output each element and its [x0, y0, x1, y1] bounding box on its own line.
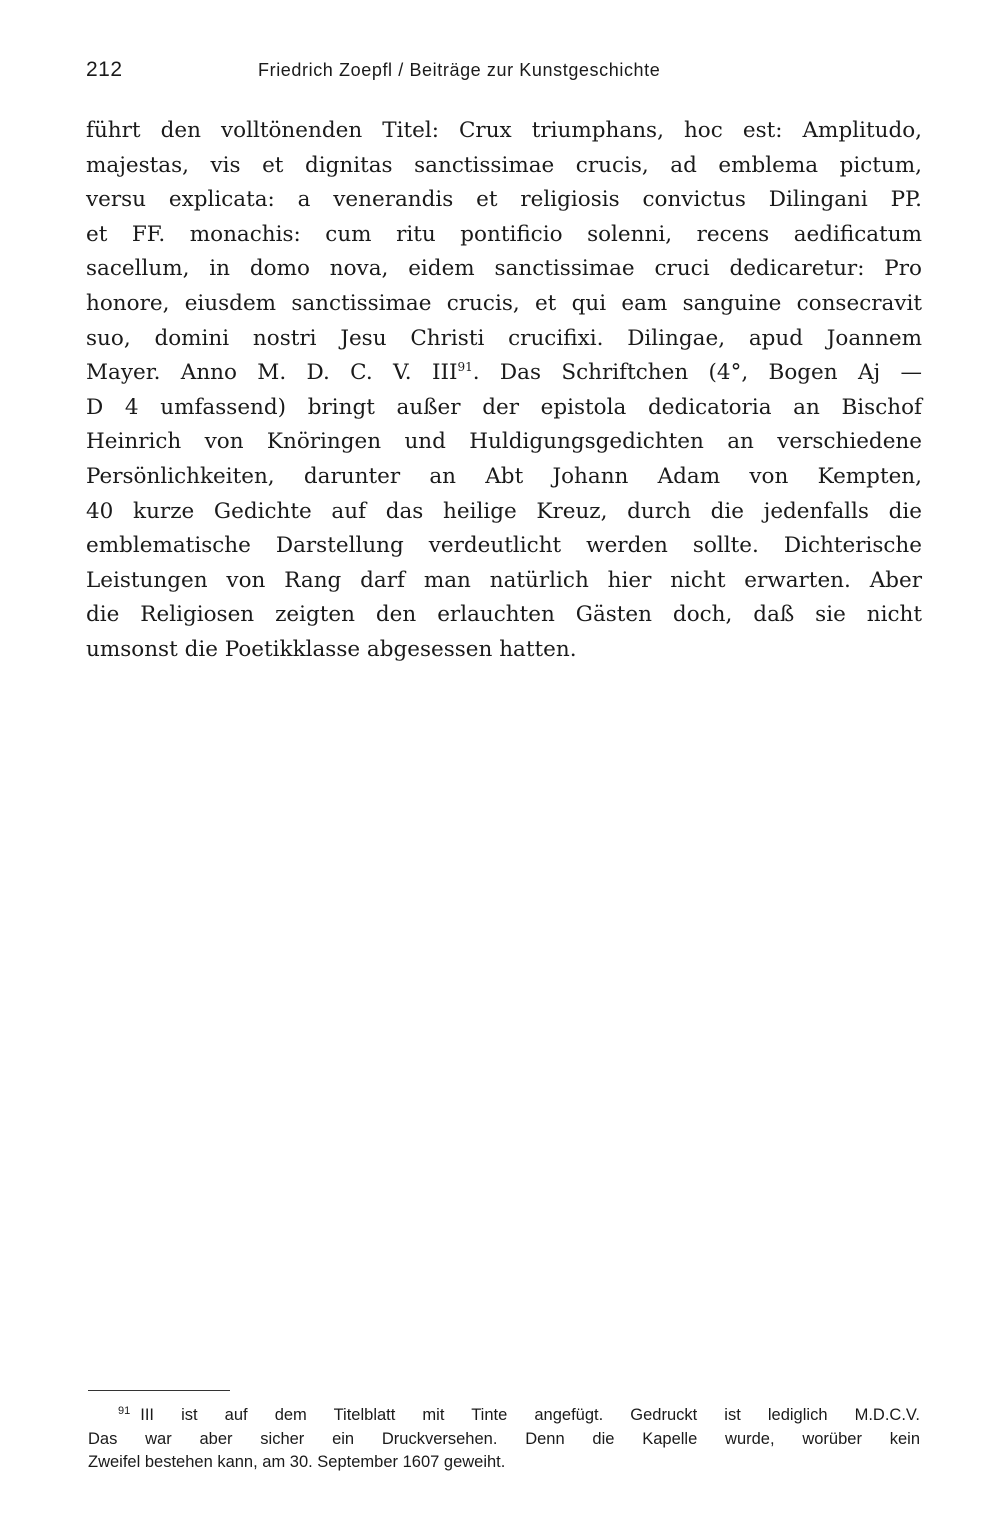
body-line: umsonst die Poetikklasse abgesessen hatten. [86, 636, 577, 662]
page-number: 212 [86, 58, 123, 81]
footnote-line [88, 1404, 920, 1428]
body-line: Leistungen von Rang darf man natürlich hier nicht erwarten. Aber [86, 567, 922, 593]
footnote-text: III ist auf dem Titelblatt mit Tinte angefügt. Gedruckt ist lediglich M.D.C.V. [140, 1406, 920, 1424]
body-line: führt den volltönenden Titel: Crux triumphans, hoc est: Amplitudo, [86, 118, 922, 143]
footnote-reference: 91 [457, 360, 473, 374]
body-line: honore, eiusdem sanctissimae crucis, et qui eam sanguine consecravit [86, 290, 922, 316]
body-line: sacellum, in domo nova, eidem sanctissimae cruci dedicaretur: Pro [86, 256, 922, 282]
body-line: die Religiosen zeigten den erlauchten Gästen doch, daß sie nicht [86, 602, 922, 628]
body-line: suo, domini nostri Jesu Christi crucifixi. Dilingae, apud Joannem [86, 325, 922, 351]
footnote-divider [88, 1390, 230, 1391]
footnotes [88, 1404, 920, 1475]
body-line: 40 kurze Gedichte auf das heilige Kreuz, durch die jedenfalls die [86, 498, 922, 524]
footnote-marker: 91 [118, 1404, 131, 1417]
body-line: Persönlichkeiten, darunter an Abt Johann Adam von Kempten, [86, 463, 922, 489]
body-line: Heinrich von Knöringen und Huldigungsgedichten an verschiedene [86, 429, 922, 455]
body-line [86, 356, 922, 391]
body-line: et FF. monachis: cum ritu pontificio solenni, recens aedificatum [86, 221, 922, 247]
body-line-text: Mayer. Anno M. D. C. V. III [86, 360, 458, 386]
body-line: majestas, vis et dignitas sanctissimae crucis, ad emblema pictum, [86, 152, 922, 178]
footnote-line: Das war aber sicher ein Druckversehen. Denn die Kapelle wurde, worüber kein [88, 1429, 920, 1448]
body-line-text: . Das Schriftchen (4°, Bogen Aj — [472, 360, 922, 386]
footnote-line: Zweifel bestehen kann, am 30. September 1607 geweiht. [88, 1453, 506, 1471]
body-line: emblematische Darstellung verdeutlicht werden sollte. Dichterische [86, 533, 922, 559]
body-line: D 4 umfassend) bringt außer der epistola dedicatoria an Bischof [86, 394, 922, 420]
body-text [86, 114, 922, 668]
running-head: Friedrich Zoepfl / Beiträge zur Kunstgeschichte [258, 60, 661, 80]
body-line: versu explicata: a venerandis et religiosis convictus Dilingani PP. [86, 187, 922, 213]
